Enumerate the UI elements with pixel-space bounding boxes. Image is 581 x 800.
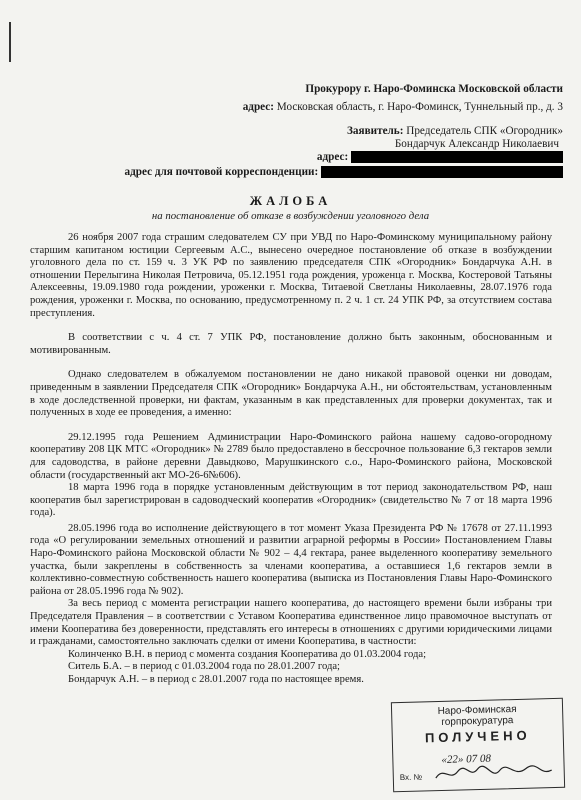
list-item-3: Бондарчук А.Н. – в период с 28.01.2007 года по настоящее время. [68,674,364,685]
paragraph-4: 29.12.1995 года Решением Администрации Наро-Фоминского района нашему садово-огородному кооперативу 208 ЦК МТС «Огородник» № 2789 было предоставлено в бессрочное пользование 6,3 гектаров земли для садоводства, в районе деревни Давыдково, Марушкинского с.о., Наро-Фоминского района, Московской области (государственный акт МО-26-6№606). [30,431,552,481]
redacted-address [351,151,563,163]
applicant-value: Председатель СПК «Огородник» [406,125,563,137]
recipient-line [305,82,563,96]
recipient-address-line [243,100,563,114]
applicant-line [347,124,563,138]
scan-margin-mark [9,22,11,62]
list-item-2: Ситель Б.А. – в период с 01.03.2004 года по 28.01.2007 года; [68,661,341,673]
postal-label: адрес для почтовой корреспонденции: [124,166,319,178]
document-subtitle: на постановление об отказе в возбуждении уголовного дела [151,210,430,222]
paragraph-3: Однако следователем в обжалуемом постановлении не дано никакой правовой оценки ни доводам, приведенным в заявлении Председателя СПК «Огородник» Бондарчука А.Н., ни обстоятельствам, установленным в ходе доследственной проверки, ни фактам, указанным в как представленных для проверки документах, так и полученных в ходе ее проведения, а именно: [30,369,552,419]
address-label: адрес: [242,101,274,113]
address-value: Московская область, г. Наро-Фоминск, Туннельный пр., д. 3 [276,101,563,113]
received-stamp [391,698,565,792]
applicant-name: Бондарчук Александр Николаевич [394,138,559,150]
redacted-postal-address [321,166,563,178]
complaint-body [30,232,552,687]
stamp-date: «22» 07 08 [441,752,492,766]
postal-address-line [125,165,563,179]
paragraph-1: 26 ноября 2007 года страшим следователем СУ при УВД по Наро-Фоминскому муниципальному району старшим капитаном юстиции Сергеевым А.С., вынесено очередное постановление об отказе в возбуждении уголовного дела по ст. 159 ч. 3 УК РФ по заявлению председателя СПК «Огородник» Бондарчука А.Н. в отношении Перелыгина Николая Петровича, 05.12.1951 года рождения, уроженца г. Москва, Костеровой Татьяны Алексеевны, 19.09.1980 года рождении, уроженки г. Москва, Титаевой Светланы Николаевны, 28.07.1976 года рождения, уроженки г. Москва, по основанию, предусмотренному п. 2 ч. 1 ст. 24 УПК РФ, за отсутствием состава преступления. [30,232,552,319]
stamp-line-2: горпрокуратура [441,715,514,728]
paragraph-6: 28.05.1996 года во исполнение действующего в тот момент Указа Президента РФ № 17678 от 27.11.1993 года «О регулировании земельных отношений и развитии аграрной реформы в России» Постановлением Главы Наро-Фоминского района Московской области № 902 – 4,4 гектара, ранее выделенного кооперативу земельного участка, были закреплены в собственность за членами кооператива, а оставшиеся 1,6 гектаров земли в коллективно-совместную собственность нашего кооператива (выписка из Постановления Главы Наро-Фоминского района от 28.05.1996 года № 902). [30,522,552,597]
applicant-address-line [317,150,563,164]
paragraph-5: 18 марта 1996 года в порядке установленным действующим в тот период законодательством РФ, наш кооператив был зарегистрирован в садоводческий кооператив «Огородник» (свидетельство № 7 от 18 марта 1996 года). [30,482,552,519]
stamp-line-3: ПОЛУЧЕНО [424,727,531,746]
stamp-line-1: Наро-Фоминская [437,703,517,718]
paragraph-7: За весь период с момента регистрации нашего кооператива, до настоящего времени были избраны три Председателя Правления – в соответствии с Уставом Кооператива единственное лицо правомочное выступать от имени Кооператива без доверенности, представлять его интересы в отношениях с другими юридическими лицами и гражданами, самостоятельно заключать сделки от имени Кооператива, в частности: [30,598,552,648]
recipient: Прокурору г. Наро-Фоминска Московской области [305,83,563,95]
applicant-name-line [395,137,559,151]
applicant-address-label: адрес: [316,151,349,163]
paragraph-2: В соответствии с ч. 4 ст. 7 УПК РФ, постановление должно быть законным, обоснованным и мотивированным. [30,332,552,356]
signature-icon [433,761,553,784]
applicant-label: Заявитель: [347,125,404,137]
list-item-1: Колинченко В.Н. в период с момента создания Кооператива до 01.03.2004 года; [68,648,427,660]
document-title: ЖАЛОБА [249,194,332,208]
stamp-incoming-label: Вх. № [399,772,423,783]
